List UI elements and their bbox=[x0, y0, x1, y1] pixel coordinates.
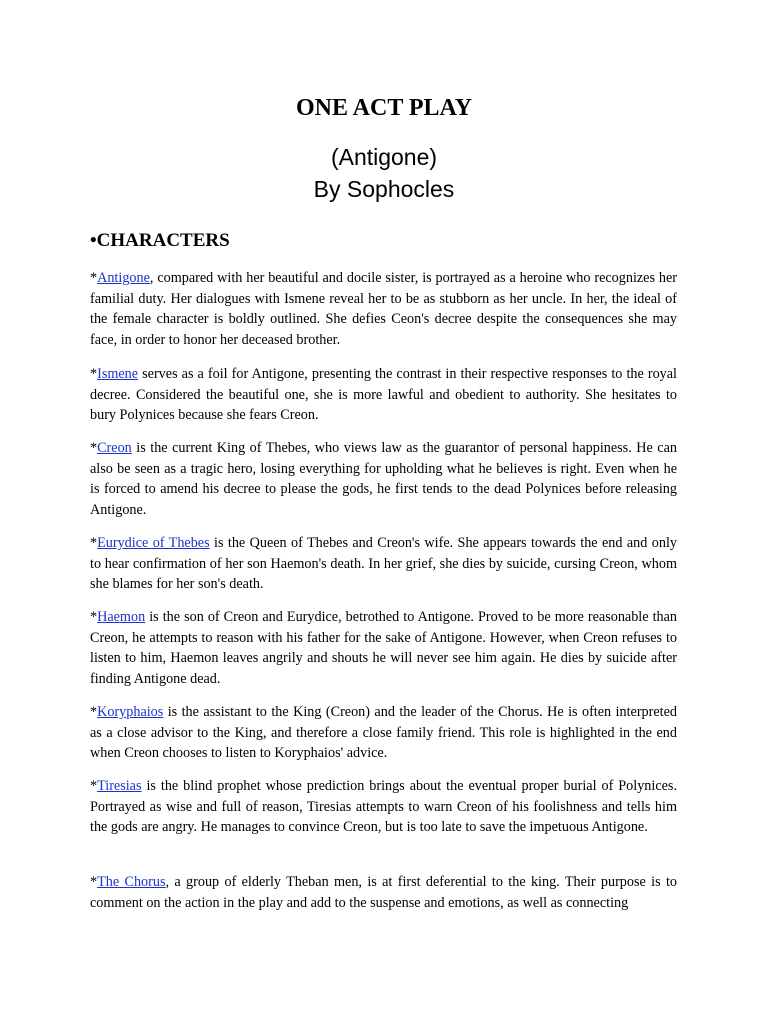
character-paragraph bbox=[90, 607, 677, 690]
character-description: is the current King of Thebes, who views law as the guarantor of personal happiness. He can also be seen as a tragic hero, losing everything for upholding what he believes is right. Even when he is forced to amend his decree to please the gods, he first tends to the dead Polynices before releasing Antigone. bbox=[90, 440, 677, 519]
document-title: ONE ACT PLAY bbox=[295, 95, 473, 121]
character-link-eurydice[interactable]: Eurydice of Thebes bbox=[97, 535, 210, 551]
character-description: is the assistant to the King (Creon) and the leader of the Chorus. He is often interpreted as a close advisor to the King, and therefore a close family friend. This role is highlighted in the end when Creon chooses to listen to Koryphaios' advice. bbox=[90, 704, 677, 762]
character-paragraph bbox=[90, 268, 677, 351]
character-description: , a group of elderly Theban men, is at first deferential to the king. Their purpose is to comment on the action in the play and add to the suspense and emotions, as well as connecting bbox=[90, 874, 677, 911]
character-paragraph bbox=[90, 438, 677, 521]
section-heading-characters: •CHARACTERS bbox=[90, 230, 230, 251]
character-paragraph bbox=[90, 364, 677, 426]
character-paragraph bbox=[90, 702, 677, 764]
bullet-asterisk: * bbox=[90, 609, 98, 625]
character-description: is the son of Creon and Eurydice, betrothed to Antigone. Proved to be more reasonable than Creon, he attempts to reason with his father for the sake of Antigone. However, when Creon refuses to listen to him, Haemon leaves angrily and shouts he will never see him again. He dies by suicide after finding Antigone dead. bbox=[90, 609, 677, 688]
bullet-asterisk: * bbox=[90, 440, 98, 456]
character-description: is the Queen of Thebes and Creon's wife. She appears towards the end and only to hear confirmation of her son Haemon's death. In her grief, she dies by suicide, cursing Creon, whom she blames for her son's death. bbox=[90, 535, 677, 593]
bullet-asterisk: * bbox=[90, 535, 98, 551]
character-link-creon[interactable]: Creon bbox=[97, 440, 132, 456]
character-description: serves as a foil for Antigone, presenting the contrast in their respective responses to the royal decree. Considered the beautiful one, she is more lawful and obedient to authority. She hesitates to bury Polynices because she fears Creon. bbox=[90, 366, 677, 424]
character-link-ismene[interactable]: Ismene bbox=[97, 366, 139, 382]
bullet-asterisk: * bbox=[90, 704, 98, 720]
character-description: is the blind prophet whose prediction brings about the eventual proper burial of Polynices. Portrayed as wise and full of reason, Tiresias attempts to warn Creon of his foolishness and tells him the gods are angry. He manages to convince Creon, but is too late to save the impetuous Antigone. bbox=[90, 778, 677, 836]
bullet-asterisk: * bbox=[90, 366, 98, 382]
character-link-the-chorus[interactable]: The Chorus bbox=[97, 874, 166, 890]
character-link-haemon[interactable]: Haemon bbox=[97, 609, 146, 625]
play-title: (Antigone) bbox=[330, 144, 438, 170]
character-description: , compared with her beautiful and docile sister, is portrayed as a heroine who recognizes her familial duty. Her dialogues with Ismene reveal her to be as stubborn as her uncle. In her, the ideal of the female character is boldly outlined. She defies Ceon's decree despite the consequences she may face, in order to honor her deceased brother. bbox=[90, 270, 677, 349]
character-link-koryphaios[interactable]: Koryphaios bbox=[97, 704, 164, 720]
character-link-antigone[interactable]: Antigone bbox=[97, 270, 150, 286]
bullet-asterisk: * bbox=[90, 778, 98, 794]
character-link-tiresias[interactable]: Tiresias bbox=[97, 778, 142, 794]
character-paragraph bbox=[90, 533, 677, 595]
author-line: By Sophocles bbox=[313, 176, 455, 202]
bullet-asterisk: * bbox=[90, 270, 98, 286]
character-paragraph bbox=[90, 872, 677, 913]
bullet-asterisk: * bbox=[90, 874, 98, 890]
character-paragraph bbox=[90, 776, 677, 838]
